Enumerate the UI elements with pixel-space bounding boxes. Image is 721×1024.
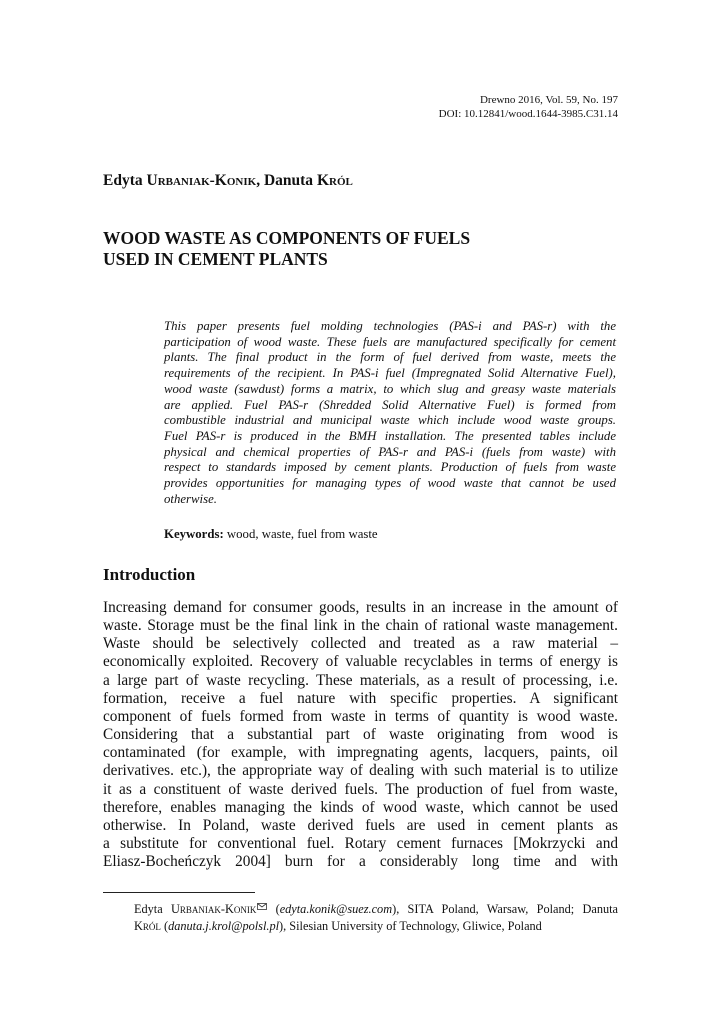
author-2-last: Król <box>316 172 353 189</box>
body-line: a substitute for conventional fuel. Rotary cement furnaces [Mokrzycki and <box>103 835 618 853</box>
author-2-first: Danuta <box>263 172 314 189</box>
author-1-last: Urbaniak-Konik <box>146 172 257 189</box>
title-line-2: USED IN CEMENT PLANTS <box>103 249 328 269</box>
section-heading-introduction: Introduction <box>103 565 196 584</box>
body-line: economically exploited. Recovery of valuable recyclables in terms of energy is <box>103 653 618 671</box>
footnote-author-1-last: Urbaniak-Konik <box>170 902 257 916</box>
envelope-icon <box>257 898 267 915</box>
journal-header <box>439 93 618 121</box>
introduction-body <box>103 599 618 871</box>
body-line: Waste should be selectively collected and treated as a raw material – <box>103 635 618 653</box>
body-line: otherwise. In Poland, waste derived fuels are used in cement plants as <box>103 816 618 834</box>
footnote-line-2: Król (danuta.j.krol@polsl.pl), Silesian University of Technology, Gliwice, Poland <box>134 919 542 933</box>
body-line: formation, receive a fuel nature with specific properties. A significant <box>103 689 618 707</box>
abstract-line: plants. The final product in the form of fuel derived from waste, meets the <box>164 350 616 365</box>
keywords-label: Keywords: <box>164 527 224 541</box>
doi: DOI: 10.12841/wood.1644-3985.C31.14 <box>438 108 618 120</box>
abstract-line: respect to standards imposed by cement plants. Production of fuels from waste <box>164 460 616 475</box>
footnote-separator <box>103 892 255 893</box>
author-line <box>103 172 353 190</box>
footnote-author-2-last: Król <box>134 919 161 933</box>
body-line: component of fuels formed from waste in terms of quantity is wood waste. <box>103 707 618 725</box>
title-line-1: WOOD WASTE AS COMPONENTS OF FUELS <box>103 228 471 248</box>
footnote-line-1: Edyta Urbaniak-Konik (edyta.konik@suez.com), SITA Poland, Warsaw, Poland; Danuta <box>134 898 618 918</box>
body-line: Eliasz-Bocheńczyk 2004] burn for a considerably long time and with <box>103 853 618 871</box>
journal-citation: Drewno 2016, Vol. 59, No. 197 <box>479 94 618 106</box>
keywords-value: wood, waste, fuel from waste <box>226 527 378 541</box>
abstract-line: combustible industrial and municipal waste which include wood waste groups. <box>164 413 616 428</box>
abstract <box>164 319 616 507</box>
abstract-line: wood waste (sawdust) forms a matrix, to which slug and greasy waste materials <box>164 381 616 396</box>
footnote-author-2-email[interactable]: danuta.j.krol@polsl.pl <box>168 919 280 933</box>
abstract-line: participation of wood waste. These fuels are manufactured specifically for cement <box>164 334 616 349</box>
footnote-author-1-email[interactable]: edyta.konik@suez.com <box>279 902 393 916</box>
footnote-author-2-affiliation: Silesian University of Technology, Gliwice, Poland <box>289 919 542 933</box>
author-separator: , <box>256 172 261 189</box>
abstract-line: otherwise. <box>164 491 217 506</box>
body-line: derivatives. etc.), the appropriate way of dealing with such material is to utilize <box>103 762 618 780</box>
abstract-line: Fuel PAS-r is produced in the BMH installation. The presented tables include <box>164 428 616 443</box>
body-line: it as a constituent of waste derived fuels. The production of fuel from waste, <box>103 780 618 798</box>
footnote-author-1-affiliation: SITA Poland, Warsaw, Poland; Danuta <box>407 902 618 916</box>
abstract-line: are applied. Fuel PAS-r (Shredded Solid Alternative Fuel) is formed from <box>164 397 616 412</box>
body-line: contaminated (for example, with impregnating agents, lacquers, paints, oil <box>103 744 618 762</box>
body-line: a large part of waste recycling. These materials, as a result of processing, i.e. <box>103 671 618 689</box>
keywords <box>164 527 378 542</box>
author-footnote <box>134 898 618 935</box>
author-1-first: Edyta <box>103 172 143 189</box>
abstract-line: physical and chemical properties of PAS-r and PAS-i (fuels from waste) with <box>164 444 616 459</box>
paper-title <box>103 228 603 270</box>
footnote-author-1-first: Edyta <box>134 902 163 916</box>
abstract-line: provides opportunities for managing types of wood waste that cannot be used <box>164 476 616 491</box>
body-line: therefore, enables managing the kinds of wood waste, which cannot be used <box>103 798 618 816</box>
body-line: waste. Storage must be the final link in the chain of rational waste management. <box>103 617 618 635</box>
abstract-line: requirements of the recipient. In PAS-i fuel (Impregnated Solid Alternative Fuel), <box>164 366 616 381</box>
body-line: Considering that a substantial part of waste originating from wood is <box>103 726 618 744</box>
abstract-line: This paper presents fuel molding technologies (PAS-i and PAS-r) with the <box>164 319 616 333</box>
body-line: Increasing demand for consumer goods, results in an increase in the amount of <box>103 599 618 616</box>
